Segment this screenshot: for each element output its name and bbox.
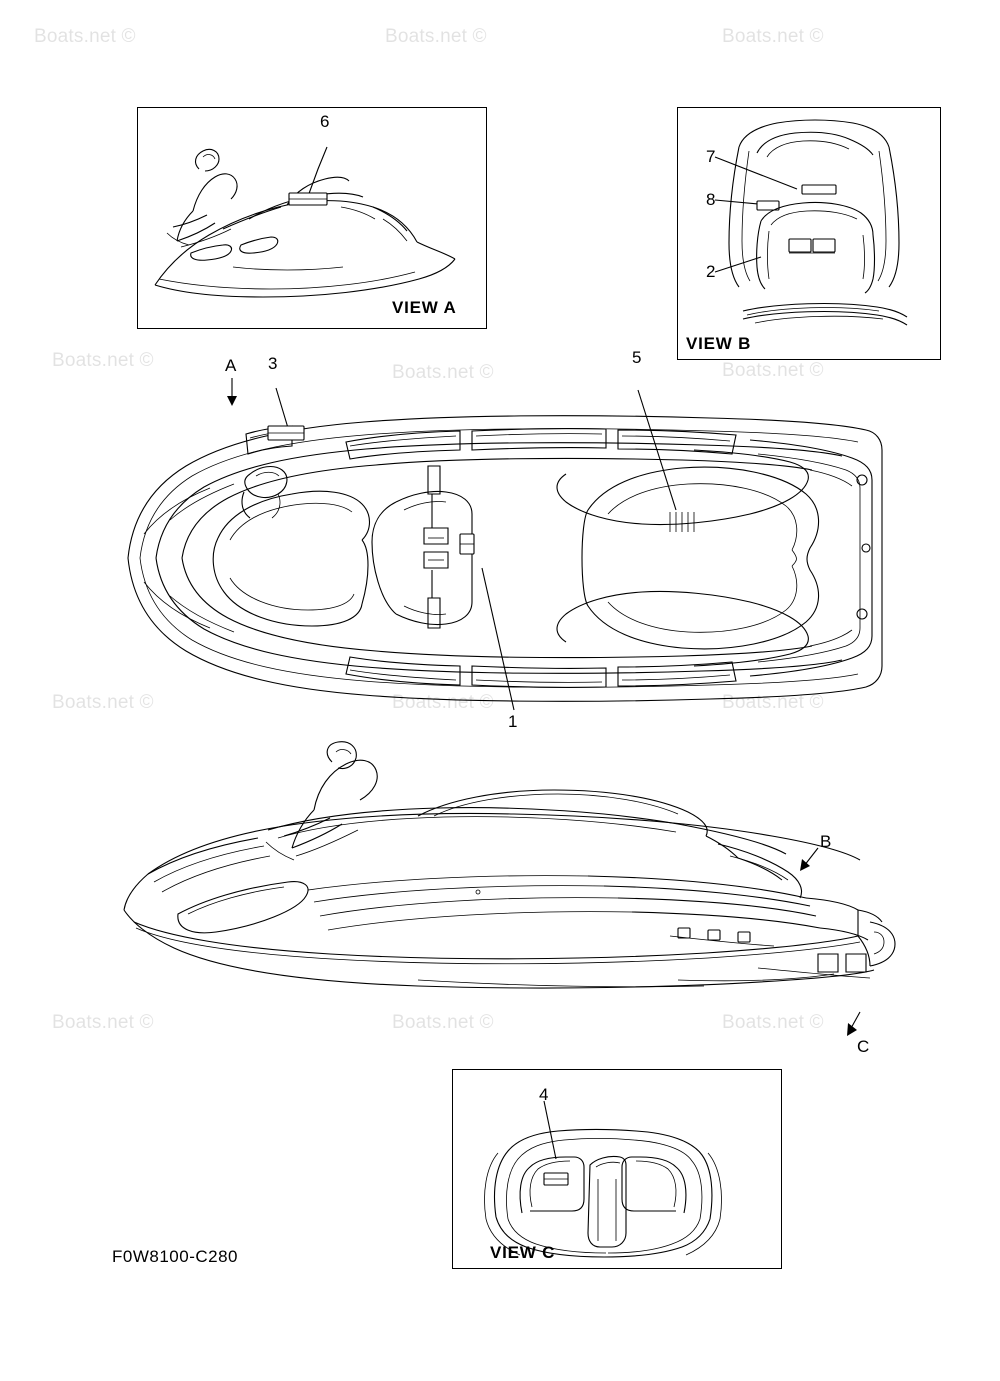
view-b-drawing: [677, 107, 941, 360]
callout-2: 2: [706, 262, 716, 281]
watermark: Boats.net ©: [392, 1012, 494, 1033]
callout-7: 7: [706, 147, 716, 166]
callout-6: 6: [320, 112, 330, 131]
view-arrow-a-label: A: [225, 356, 237, 375]
watermark: Boats.net ©: [722, 1012, 824, 1033]
watermark: Boats.net ©: [722, 26, 824, 47]
watermark: Boats.net ©: [34, 26, 136, 47]
watermark: Boats.net ©: [385, 26, 487, 47]
callout-3: 3: [268, 354, 278, 373]
view-c-label: VIEW C: [490, 1243, 556, 1262]
watermark: Boats.net ©: [52, 692, 154, 713]
watermark: Boats.net ©: [392, 362, 494, 383]
watermark: Boats.net ©: [392, 692, 494, 713]
callout-8: 8: [706, 190, 716, 209]
watermark: Boats.net ©: [52, 350, 154, 371]
part-code: F0W8100-C280: [112, 1247, 239, 1266]
view-c-drawing: [452, 1069, 782, 1269]
top-view-drawing: [110, 370, 920, 750]
view-b-label: VIEW B: [686, 334, 752, 353]
watermark: Boats.net ©: [722, 692, 824, 713]
view-a-drawing: [137, 107, 487, 329]
watermark: Boats.net ©: [722, 360, 824, 381]
callout-1: 1: [508, 712, 518, 731]
watermark: Boats.net ©: [52, 1012, 154, 1033]
callout-5: 5: [632, 348, 642, 367]
view-a-label: VIEW A: [392, 298, 457, 317]
view-arrow-b-label: B: [820, 832, 832, 851]
side-view-drawing: [118, 740, 908, 1050]
callout-4: 4: [539, 1085, 549, 1104]
view-arrow-c-label: C: [857, 1037, 870, 1056]
